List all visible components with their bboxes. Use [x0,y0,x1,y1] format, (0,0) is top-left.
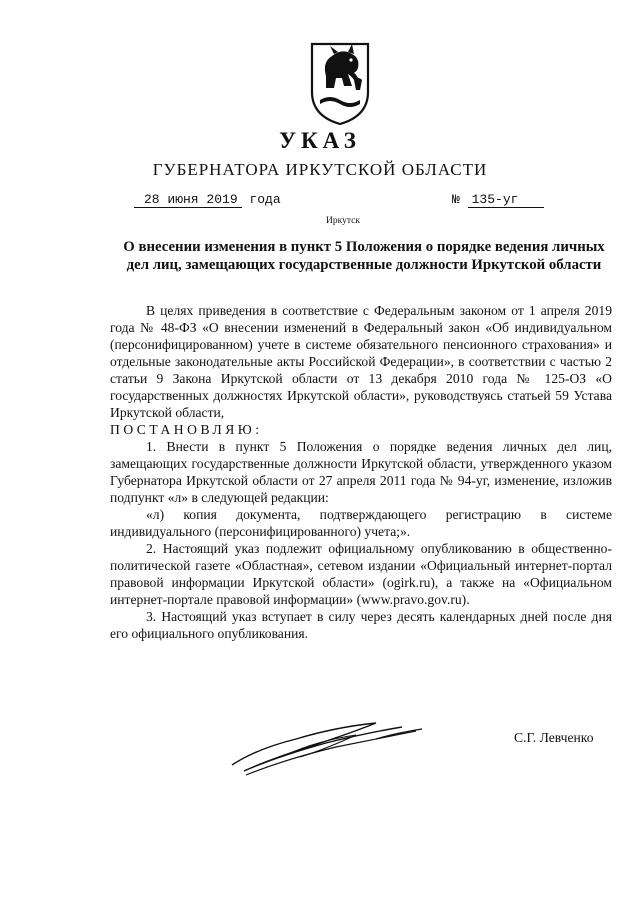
signatory-name: С.Г. Левченко [514,730,594,745]
number-prefix: № [452,192,460,207]
decree-issuer: ГУБЕРНАТОРА ИРКУТСКОЙ ОБЛАСТИ [152,160,488,179]
document-title-line: О внесении изменения в пункт 5 Положения о порядке ведения личных [123,239,605,255]
date-line [134,192,281,208]
irkutsk-coat-of-arms-icon [308,40,372,126]
decree-word: ПОСТАНОВЛЯЮ: [110,422,263,437]
handwritten-signature [226,705,446,785]
date-suffix: года [249,192,281,207]
number-line [452,192,544,208]
item-1-paragraph: 1. Внести в пункт 5 Положения о порядке ведения личных дел лиц, замещающих государственные должности Иркутской области, утвержденного указом Губернатора Иркутской области от 27 апреля 2011 года № 94-уг, изменение, изложив подпункт «л» в следующей редакции: [110,439,612,505]
document-title [100,238,628,274]
document-body [110,302,612,642]
item-2-paragraph: 2. Настоящий указ подлежит официальному опубликованию в общественно-политической газете «Областная», сетевом издании «Официальный интернет-портал правовой информации Иркутской области» (ogirk.ru), а также на «Официальном интернет-портале правовой информации» (www.pravo.gov.ru). [110,541,612,607]
city-label: Иркутск [326,216,360,226]
number-value: 135-уг [468,192,544,208]
preamble-paragraph: В целях приведения в соответствие с Федеральным законом от 1 апреля 2019 года № 48-ФЗ «О внесении изменений в Федеральный закон «Об индивидуальном (персонифицированном) учете в системе обязательного пенсионного страхования» и отдельные законодательные акты Российской Федерации», в соответствии с частью 2 статьи 9 Закона Иркутской области от 13 декабря 2010 года № 125-ОЗ «О государственных должностях Иркутской области», руководствуясь статьей 59 Устава Иркутской области, [110,303,612,420]
decree-title: УКАЗ [279,128,361,153]
item-3-paragraph: 3. Настоящий указ вступает в силу через десять календарных дней после дня его официального опубликования. [110,609,612,641]
item-1-quote: «л) копия документа, подтверждающего регистрацию в системе индивидуального (персонифицированного) учета;». [110,507,612,539]
date-value: 28 июня 2019 [134,192,242,208]
document-title-line: дел лиц, замещающих государственные должности Иркутской области [126,257,602,273]
